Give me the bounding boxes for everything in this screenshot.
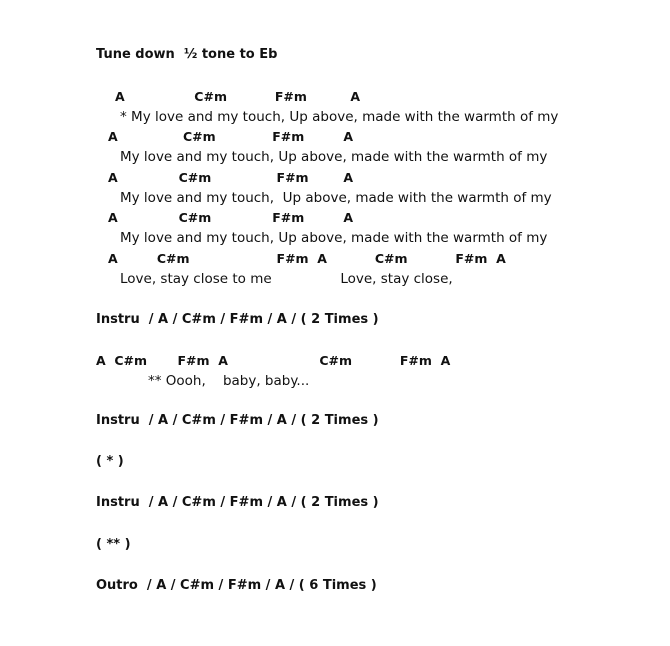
repeat-chorus-marker: ( ** )	[96, 537, 131, 552]
verse-chords-2: A C#m F#m A	[108, 129, 354, 144]
instru-line-1: Instru / A / C#m / F#m / A / ( 2 Times )	[96, 312, 379, 327]
verse-chords-3: A C#m F#m A	[108, 170, 354, 185]
verse-lyrics-1: * My love and my touch, Up above, made with the warmth of my	[120, 109, 559, 125]
verse-chords-5: A C#m F#m A C#m F#m A	[108, 251, 506, 266]
verse-lyrics-4: My love and my touch, Up above, made with the warmth of my	[120, 230, 548, 246]
verse-lyrics-2: My love and my touch, Up above, made with the warmth of my	[120, 149, 548, 165]
instru-line-2: Instru / A / C#m / F#m / A / ( 2 Times )	[96, 413, 379, 428]
verse-chords-4: A C#m F#m A	[108, 210, 354, 225]
verse-chords-1: A C#m F#m A	[115, 89, 361, 104]
tuning-note: Tune down ½ tone to Eb	[96, 47, 278, 62]
chorus-chords: A C#m F#m A C#m F#m A	[96, 353, 451, 368]
outro-line: Outro / A / C#m / F#m / A / ( 6 Times )	[96, 578, 377, 593]
verse-lyrics-5: Love, stay close to me Love, stay close,	[120, 271, 453, 287]
verse-lyrics-3: My love and my touch, Up above, made with the warmth of my	[120, 190, 552, 206]
chorus-lyrics: ** Oooh, baby, baby...	[148, 373, 310, 389]
instru-line-3: Instru / A / C#m / F#m / A / ( 2 Times )	[96, 495, 379, 510]
repeat-verse-marker: ( * )	[96, 454, 124, 469]
